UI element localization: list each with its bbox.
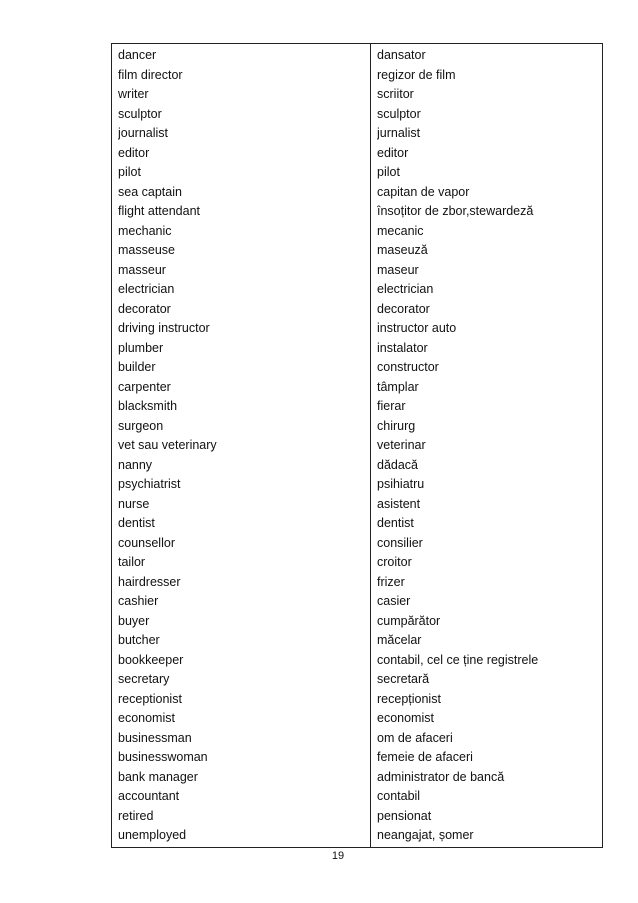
- english-term: decorator: [118, 301, 171, 316]
- romanian-term: instalator: [377, 340, 428, 355]
- english-term: flight attendant: [118, 204, 201, 218]
- english-term: builder: [118, 360, 156, 374]
- romanian-term: psihiatru: [377, 477, 425, 491]
- romanian-term: constructor: [377, 360, 439, 374]
- romanian-term: administrator de bancă: [377, 769, 505, 784]
- romanian-term: capitan de vapor: [377, 184, 470, 199]
- english-term: dentist: [118, 516, 155, 530]
- romanian-term: fierar: [377, 399, 406, 413]
- english-term: blacksmith: [118, 399, 178, 413]
- english-term: film director: [118, 67, 183, 82]
- romanian-term: consilier: [377, 535, 423, 550]
- romanian-term: pensionat: [377, 808, 432, 823]
- english-term: carpenter: [118, 379, 171, 394]
- page-number: 19: [331, 850, 345, 862]
- english-column: [112, 44, 371, 847]
- english-term: vet sau veterinary: [118, 438, 217, 452]
- romanian-term: croitor: [377, 555, 412, 569]
- romanian-term: secretară: [377, 672, 430, 686]
- romanian-term: om de afaceri: [377, 730, 453, 745]
- english-term: retired: [118, 808, 154, 823]
- english-term: secretary: [118, 672, 170, 686]
- english-term: businessman: [118, 730, 192, 745]
- english-term: accountant: [118, 789, 180, 803]
- english-term: driving instructor: [118, 321, 210, 335]
- english-term: dancer: [118, 48, 157, 62]
- english-term: masseuse: [118, 243, 175, 257]
- romanian-term: sculptor: [377, 106, 421, 121]
- english-term: nurse: [118, 496, 150, 511]
- romanian-term: femeie de afaceri: [377, 750, 473, 764]
- english-term: psychiatrist: [118, 477, 181, 491]
- english-term: masseur: [118, 262, 166, 277]
- english-term: mechanic: [118, 223, 172, 238]
- romanian-term: casier: [377, 594, 411, 608]
- romanian-term: pilot: [377, 165, 400, 179]
- romanian-term: dansator: [377, 48, 426, 62]
- english-term: tailor: [118, 555, 146, 569]
- english-term: sea captain: [118, 184, 182, 199]
- english-term: businesswoman: [118, 750, 208, 764]
- english-term: butcher: [118, 633, 160, 647]
- romanian-term: cumpărător: [377, 613, 441, 628]
- romanian-term: neangajat, șomer: [377, 828, 474, 842]
- romanian-term: instructor auto: [377, 321, 457, 335]
- english-term: surgeon: [118, 418, 164, 433]
- english-term: electrician: [118, 282, 175, 296]
- romanian-term: electrician: [377, 282, 434, 296]
- english-term: journalist: [118, 126, 169, 140]
- romanian-term: dădacă: [377, 457, 419, 472]
- romanian-term: maseuză: [377, 243, 428, 257]
- english-term: unemployed: [118, 828, 187, 842]
- romanian-term: tâmplar: [377, 379, 419, 394]
- romanian-term: contabil, cel ce ține registrele: [377, 652, 539, 667]
- romanian-term: jurnalist: [377, 126, 421, 140]
- romanian-term: însoțitor de zbor,stewardeză: [377, 204, 534, 218]
- romanian-column: [371, 44, 602, 847]
- english-term: nanny: [118, 457, 153, 472]
- romanian-term: dentist: [377, 516, 414, 530]
- romanian-term: chirurg: [377, 418, 416, 433]
- romanian-term: contabil: [377, 789, 421, 803]
- romanian-term: scriitor: [377, 87, 414, 101]
- romanian-term: mecanic: [377, 223, 424, 238]
- romanian-term: măcelar: [377, 633, 422, 647]
- english-term: bank manager: [118, 769, 198, 784]
- romanian-term: veterinar: [377, 438, 426, 452]
- english-term: economist: [118, 711, 175, 725]
- romanian-term: regizor de film: [377, 67, 456, 82]
- romanian-term: economist: [377, 711, 434, 725]
- english-term: buyer: [118, 613, 150, 628]
- romanian-term: decorator: [377, 301, 430, 316]
- romanian-term: maseur: [377, 262, 419, 277]
- romanian-term: asistent: [377, 496, 421, 511]
- english-term: plumber: [118, 340, 164, 355]
- english-term: bookkeeper: [118, 652, 184, 667]
- english-term: pilot: [118, 165, 141, 179]
- romanian-term: recepționist: [377, 691, 441, 706]
- english-term: cashier: [118, 594, 159, 608]
- romanian-term: editor: [377, 145, 409, 160]
- english-term: hairdresser: [118, 574, 181, 589]
- english-term: writer: [118, 87, 149, 101]
- english-term: counsellor: [118, 535, 175, 550]
- romanian-term: frizer: [377, 574, 405, 589]
- vocabulary-table: [111, 43, 603, 848]
- english-term: editor: [118, 145, 150, 160]
- english-term: receptionist: [118, 691, 182, 706]
- english-term: sculptor: [118, 106, 162, 121]
